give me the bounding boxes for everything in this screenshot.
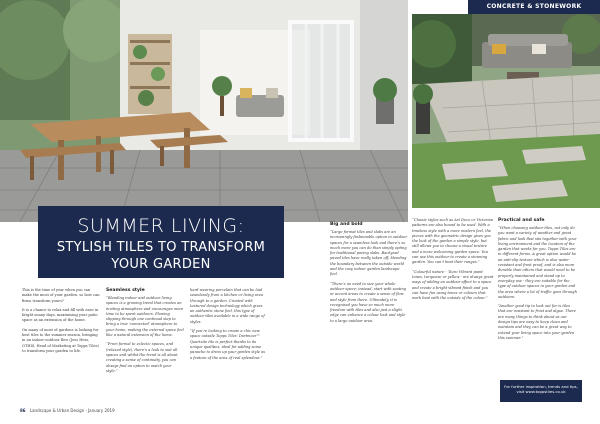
- paragraph: This is the time of year when you can make the most of your garden, so how can firms transform yours?: [22, 288, 100, 303]
- paragraph: “Colourful nature - ‘Euro Vibrant paint tones, turquoise or yellow - are always great ways of adding an outdoor affect to a space and create a bright vibrant finish and you can have fun using tones or colours that work best with the outside of the colour.”: [412, 269, 494, 301]
- publication-credit: Landscape & Urban Design · January 2019: [29, 408, 115, 413]
- section-heading-big-and-bold: Big and bold: [330, 222, 363, 227]
- paragraph: hard-wearing porcelain that can be laid seamlessly from a kitchen or living area through to a garden. Created with textured design technology which gives an authentic stone feel, this type of outdoor tiles available in a wide range of styles.: [190, 288, 265, 324]
- garden-photo: [412, 14, 600, 208]
- article-column-2: [106, 288, 184, 378]
- paragraph: “There’s no need to size your whole outdoor space; instead, start with seating or accent areas to create a sense of flow and style from there. Ultimately, it is recognised you have so much more freedom with tiles and also just a slight edge can enhance a colour look and style to a large outdoor area.: [330, 281, 406, 323]
- paragraph: “Blending indoor and outdoor living spaces is a growing trend that creates an inviting atmosphere and encourages more time to be spent outdoors. Flowing slipping through one continual step to bring a true 'connected' atmosphere to your home, making the external space feel like a natural extension of the home.: [106, 296, 184, 338]
- inspiration-box: For further inspiration, trends and tips, visit www.toppstiles.co.uk: [500, 380, 582, 402]
- paragraph: “Large format tiles and slabs are an increasingly fashionable option in outdoor spaces for a seamless look and there’s so much more you can do than simply opting for traditional paving slabs. Backyard paved tiles have really taken off, blending the boundary between the outside world and the cosy indoor garden landscape feel.: [330, 230, 408, 277]
- paragraph: “Classic styles such as Art Deco or Victorian patterns are also bound to be used. With a timeless style with a more modern feel, the pieces with the geometric design gives you the look of the garden a simple style, but still allows you to choose a visual texture and a more welcoming garden space. You can use this outdoor to create a stunning garden. You can’t beat their ranges.”: [412, 218, 494, 265]
- page-footer: [20, 408, 115, 413]
- headline-title: SUMMER LIVING:: [77, 215, 245, 237]
- headline-subtitle: STYLISH TILES TO TRANSFORM YOUR GARDEN: [56, 240, 266, 272]
- article-column-5: [412, 218, 494, 305]
- patio-photo: [0, 0, 408, 222]
- section-heading-practical-and-safe: Practical and safe: [498, 218, 545, 223]
- article-column-6: [498, 218, 578, 345]
- section-heading-seamless-style: Seamless style: [106, 288, 145, 293]
- paragraph: It is a chance to relax and fill with ease in bright sunny days, maximising your patio space as an extension of the home.: [22, 307, 99, 323]
- paragraph: “When choosing outdoor tiles, not only do you want a variety of weather and great fabric and look that sits together with your living environment and the location of the garden that works for you. Topps Tiles are in different forms. A great option would be an anti-slip texture which is also water-resistant and frost proof, and is also more durable than others that would need to be properly maintained and stand up to everyday use - they are suitable for the type of outdoor spaces in your garden and the area where a lot of traffic goes through outdoors.: [498, 226, 577, 299]
- article-column-3: [190, 288, 268, 365]
- headline-banner: [38, 206, 284, 278]
- category-tab: CONCRETE & STONEWORK: [468, 0, 600, 14]
- paragraph: On many of most of gardens is looking for best tiles to the summer season, bringing in an indoor-outdoor flow (Jess Hess, OTHIS, Head of Marketing at Topps Tiles) to transform your garden to life.: [22, 327, 99, 353]
- article-column-1: [22, 288, 100, 358]
- page-number: 86: [20, 408, 26, 413]
- article-column-4: [330, 222, 408, 328]
- garden-illustration: [412, 14, 600, 208]
- paragraph: “If you’re looking to create a chic new space outside Topps Tiles’ Dartmoor™ Quartzite tile is perfect thanks to its unique qualities, ideal for adding some panache to dress up your garden style as a feature of the area of real splendour.”: [190, 329, 266, 360]
- paragraph: “Another good tip to look out for is tiles that are resistant to frost and algae. There are many things to think about as our design tips are easy to keep clean and maintain and they can be a great way to extend your living space into your garden this summer.”: [498, 304, 576, 340]
- paragraph: “From formal to eclectic spaces, and (relaxed style), there’s a look to suit all spaces and whilst the trend is all about creating a sense of continuity, you can always find an option to match your style.”: [106, 342, 178, 373]
- patio-illustration: [0, 0, 408, 222]
